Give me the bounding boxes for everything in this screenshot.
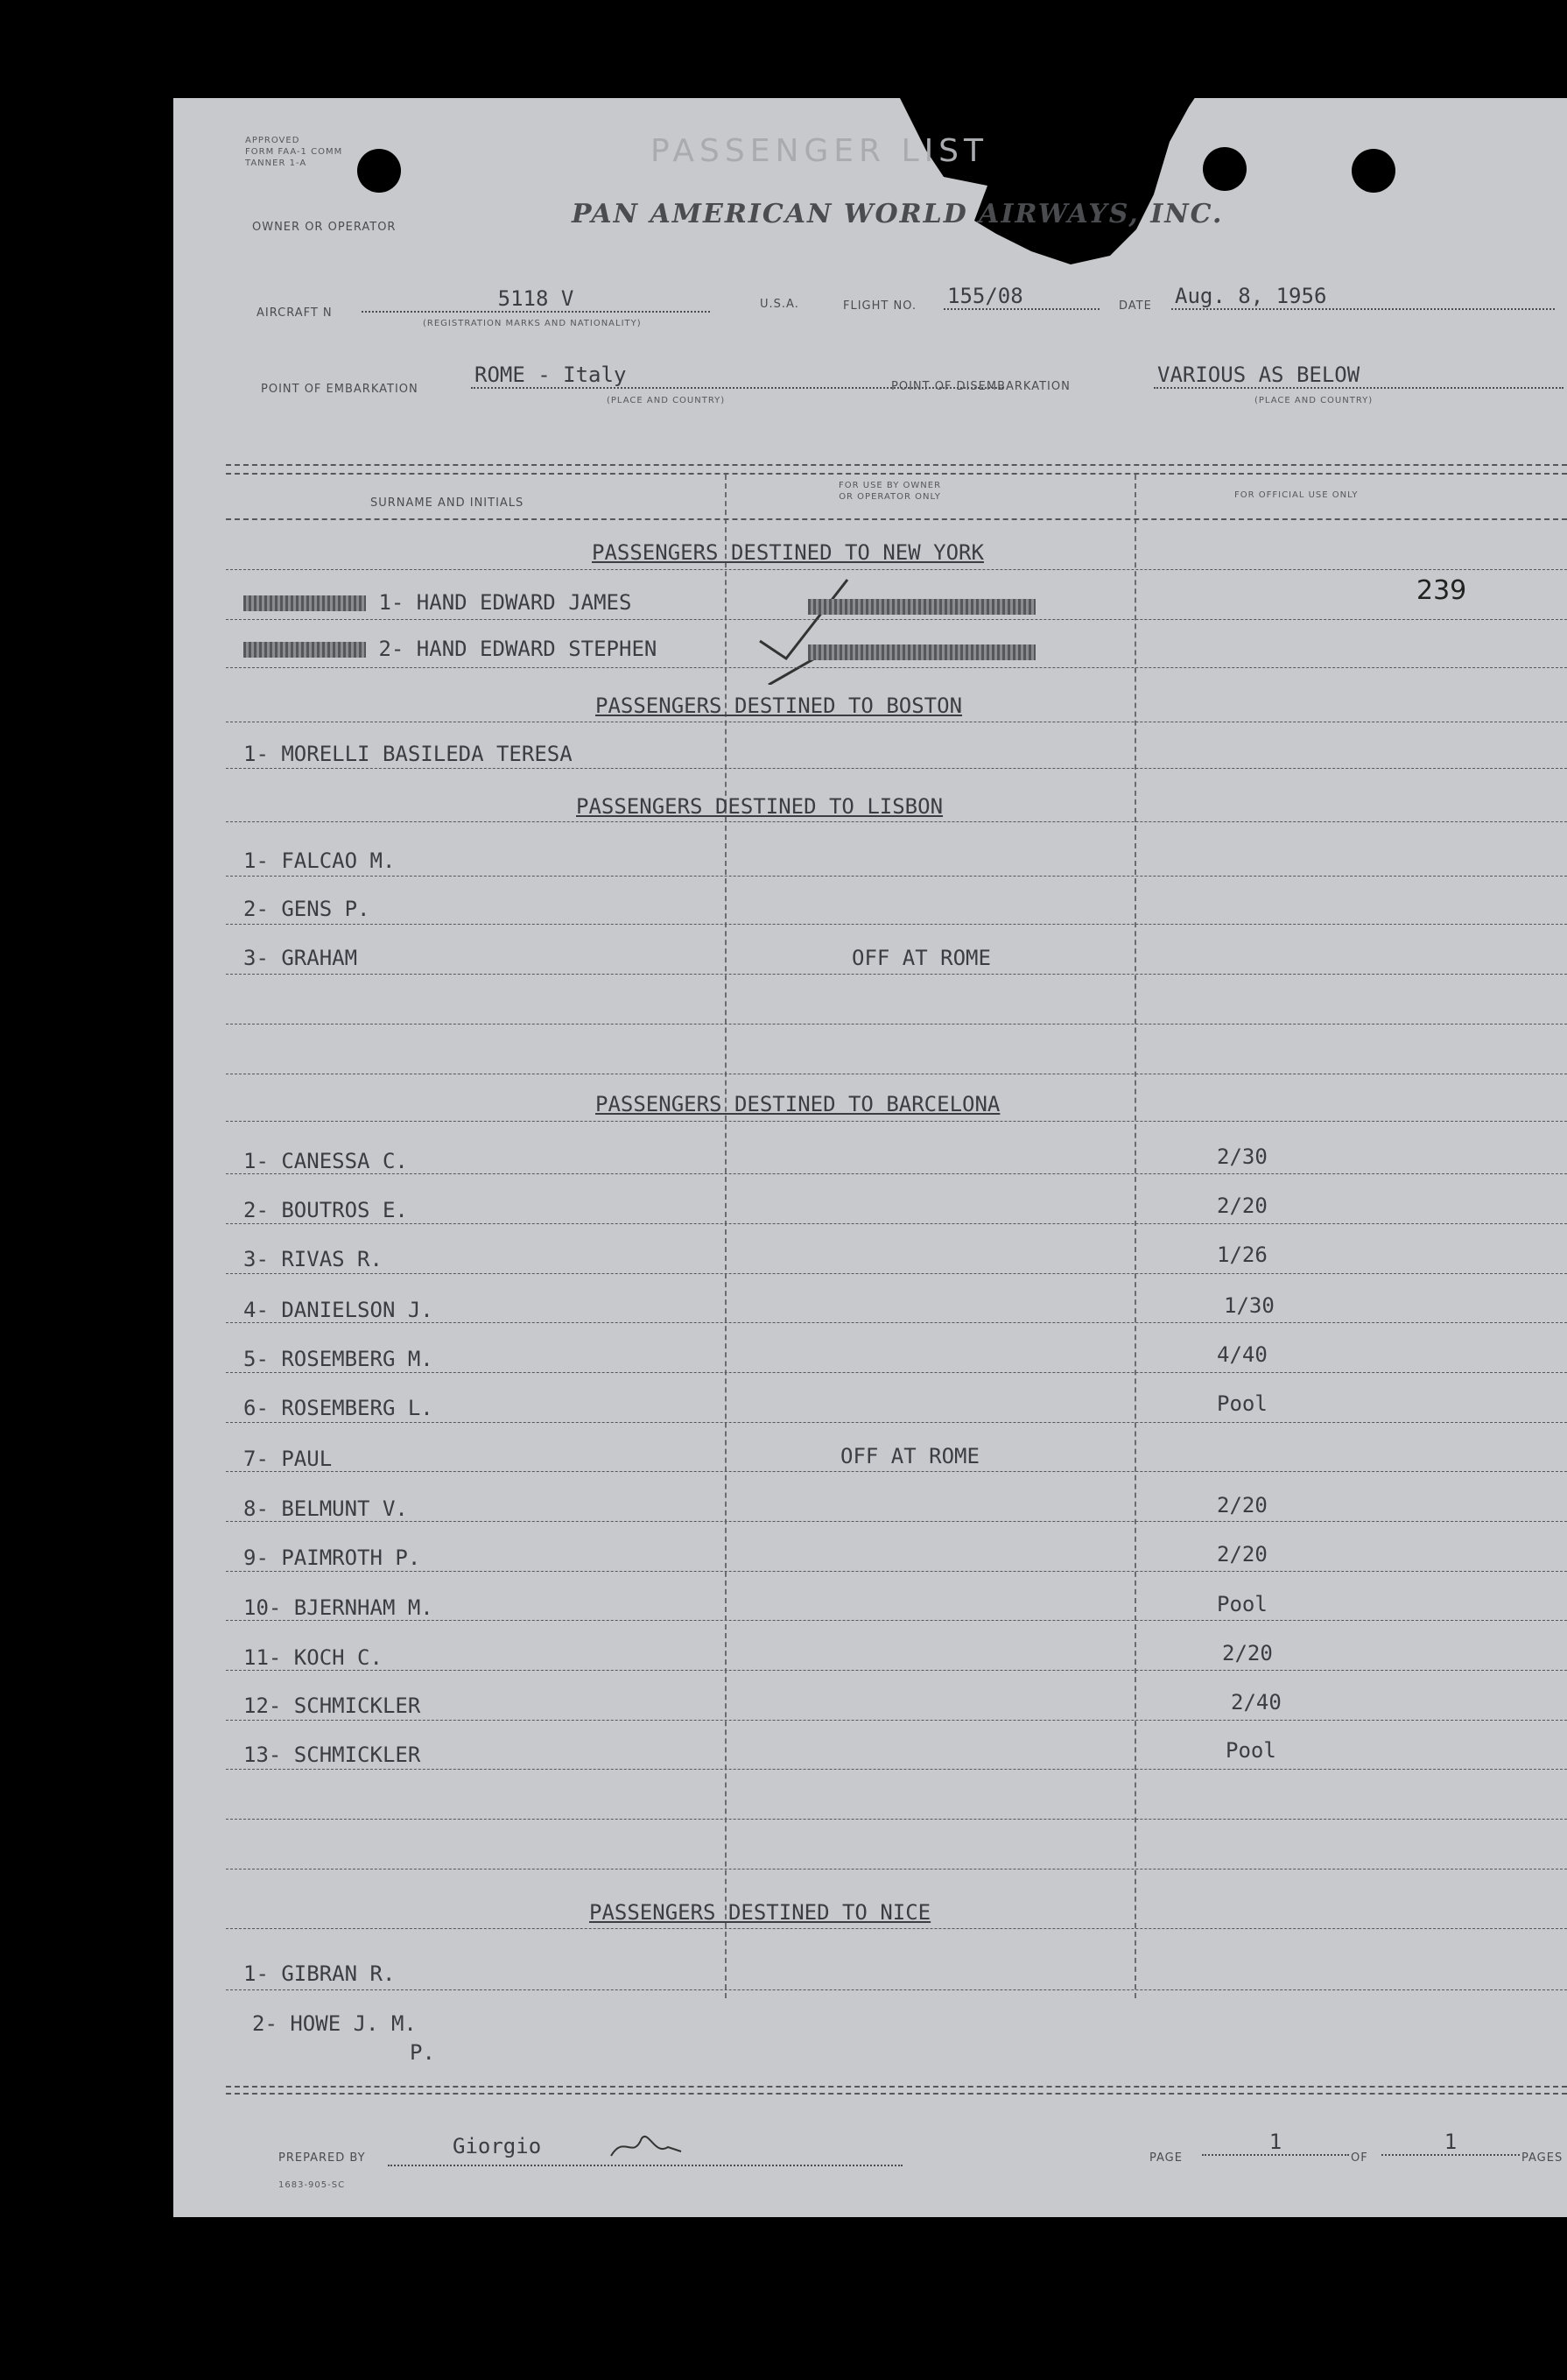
- punch-hole-right-2: [1352, 149, 1395, 193]
- official-value: 2/20: [1217, 1493, 1268, 1517]
- official-value: 1/26: [1217, 1243, 1268, 1267]
- owner-use-line-2: OR OPERATOR ONLY: [839, 492, 941, 502]
- official-use-column-header: FOR OFFICIAL USE ONLY: [1234, 490, 1359, 500]
- disembark-sub: (PLACE AND COUNTRY): [1254, 396, 1374, 405]
- column-divider-2: [1135, 475, 1136, 1998]
- of-label: OF: [1351, 2151, 1368, 2165]
- row-line: [226, 1769, 1567, 1770]
- row-line: [226, 1273, 1567, 1274]
- surname-column-header: SURNAME AND INITIALS: [370, 496, 524, 510]
- passenger-row: 13- SCHMICKLER: [243, 1743, 421, 1767]
- passenger-row: 9- PAIMROTH P.: [243, 1546, 421, 1570]
- passenger-row: 2- HOWE J. M.: [252, 2011, 417, 2036]
- pages-label: PAGES: [1521, 2151, 1563, 2165]
- flight-value: 155/08: [944, 284, 1100, 310]
- passenger-row: 6- ROSEMBERG L.: [243, 1396, 433, 1420]
- usa-label: U.S.A.: [760, 298, 799, 311]
- passenger-row: 5- ROSEMBERG M.: [243, 1347, 433, 1371]
- passenger-row: 7- PAUL: [243, 1447, 333, 1471]
- row-line: [226, 821, 1567, 822]
- row-line: [226, 1471, 1567, 1472]
- passenger-row: 1- CANESSA C.: [243, 1149, 408, 1173]
- passenger-name: 1- HAND EDWARD JAMES: [378, 590, 632, 615]
- row-line: [226, 1121, 1567, 1122]
- passenger-row: 1- FALCAO M.: [243, 848, 396, 873]
- row-line: [226, 768, 1567, 769]
- row-line: [226, 1819, 1567, 1820]
- official-value: 2/30: [1217, 1144, 1268, 1169]
- row-line: [226, 1989, 1567, 1990]
- passenger-row: 3- RIVAS R.: [243, 1247, 383, 1271]
- row-line: [226, 619, 1567, 620]
- row-line: [226, 1571, 1567, 1572]
- official-value: 2/40: [1231, 1690, 1282, 1715]
- row-line: [226, 1223, 1567, 1224]
- punch-hole-right-1: [1203, 147, 1247, 191]
- aircraft-sub: (REGISTRATION MARKS AND NATIONALITY): [423, 319, 642, 328]
- row-line: [226, 1720, 1567, 1721]
- row-line: [226, 1322, 1567, 1323]
- remark: OFF AT ROME: [852, 946, 991, 970]
- official-value: Pool: [1217, 1592, 1268, 1616]
- official-value: 2/20: [1222, 1641, 1273, 1665]
- flight-label: FLIGHT NO.: [843, 299, 917, 313]
- row-line: [226, 876, 1567, 877]
- approval-block: [245, 135, 342, 169]
- official-value: 4/40: [1217, 1342, 1268, 1367]
- embark-label: POINT OF EMBARKATION: [261, 383, 418, 396]
- passenger-row: [243, 637, 657, 661]
- embark-value: ROME - Italy: [471, 363, 1003, 389]
- row-line: [226, 1928, 1567, 1929]
- passenger-row: 4- DANIELSON J.: [243, 1298, 433, 1322]
- page-value: 1: [1202, 2130, 1349, 2156]
- table-bottom-rule: [226, 2086, 1567, 2088]
- checkmark-icon: [751, 562, 874, 685]
- row-line: [226, 1422, 1567, 1423]
- section-heading-nice: PASSENGERS DESTINED TO NICE: [589, 1900, 931, 1925]
- page-label: PAGE: [1149, 2151, 1183, 2165]
- prepared-name: Giorgio: [453, 2134, 542, 2158]
- official-value: Pool: [1226, 1738, 1276, 1763]
- table-bottom-rule-2: [226, 2093, 1567, 2095]
- official-value: 2/20: [1217, 1194, 1268, 1218]
- row-line: [226, 569, 1567, 570]
- owner-value: PAN AMERICAN WORLD AIRWAYS, INC.: [572, 199, 1224, 229]
- torn-paper-icon: [891, 98, 1206, 291]
- table-top-rule: [226, 464, 1567, 466]
- owner-use-line-1: FOR USE BY OWNER: [839, 481, 942, 490]
- owner-label: OWNER OR OPERATOR: [252, 221, 397, 234]
- passenger-row: 2- BOUTROS E.: [243, 1198, 408, 1222]
- passenger-row: 11- KOCH C.: [243, 1645, 383, 1670]
- row-line: [226, 1620, 1567, 1621]
- row-line: [226, 667, 1567, 668]
- redaction-block: [808, 597, 1036, 615]
- row-line: [226, 1372, 1567, 1373]
- of-value: 1: [1381, 2130, 1520, 2156]
- redaction: [243, 595, 366, 611]
- prepared-label: PREPARED BY: [278, 2151, 366, 2165]
- passenger-row: 1- GIBRAN R.: [243, 1961, 396, 1986]
- official-value: 2/20: [1217, 1542, 1268, 1567]
- passenger-row: 2- GENS P.: [243, 897, 370, 921]
- date-label: DATE: [1119, 299, 1152, 313]
- signature-icon: [607, 2130, 685, 2165]
- passenger-row: 3- GRAHAM: [243, 946, 358, 970]
- form-title: PASSENGER LIST: [650, 133, 989, 169]
- extra-initial: P.: [410, 2040, 435, 2065]
- passenger-row: 10- BJERNHAM M.: [243, 1595, 433, 1620]
- disembark-value: VARIOUS AS BELOW: [1154, 363, 1563, 389]
- stamp-number: 239: [1416, 575, 1467, 606]
- redaction: [243, 642, 366, 658]
- approval-line-2: FORM FAA-1 COMM: [245, 147, 343, 157]
- section-heading-new-york: PASSENGERS DESTINED TO NEW YORK: [592, 540, 984, 565]
- passenger-row: [243, 590, 631, 615]
- row-line: [226, 1521, 1567, 1522]
- passenger-list-form: [173, 98, 1567, 2217]
- aircraft-label: AIRCRAFT N: [256, 306, 333, 320]
- redaction-block: [808, 643, 1036, 660]
- section-heading-barcelona: PASSENGERS DESTINED TO BARCELONA: [595, 1092, 1001, 1116]
- section-heading-lisbon: PASSENGERS DESTINED TO LISBON: [576, 794, 944, 819]
- disembark-label: POINT OF DISEMBARKATION: [891, 380, 1071, 393]
- official-value: 1/30: [1224, 1293, 1275, 1318]
- official-value: Pool: [1217, 1391, 1268, 1416]
- aircraft-value: 5118 V: [362, 286, 710, 313]
- approval-line-3: TANNER 1-A: [245, 158, 307, 168]
- punch-hole-left: [357, 149, 401, 193]
- prepared-value: [388, 2130, 903, 2166]
- row-line: [226, 974, 1567, 975]
- approval-line-1: APPROVED: [245, 136, 300, 145]
- table-top-rule-2: [226, 473, 1567, 475]
- passenger-name: 2- HAND EDWARD STEPHEN: [378, 637, 657, 661]
- form-code: 1683-905-SC: [278, 2180, 346, 2190]
- header-bottom-rule: [226, 518, 1567, 520]
- remark: OFF AT ROME: [840, 1444, 980, 1468]
- row-line: [226, 1024, 1567, 1025]
- date-value: Aug. 8, 1956: [1171, 284, 1555, 310]
- row-line: [226, 924, 1567, 925]
- row-line: [226, 1173, 1567, 1174]
- passenger-row: 8- BELMUNT V.: [243, 1496, 408, 1521]
- passenger-row: 1- MORELLI BASILEDA TERESA: [243, 742, 573, 766]
- row-line: [226, 1670, 1567, 1671]
- embark-sub: (PLACE AND COUNTRY): [607, 396, 726, 405]
- owner-use-column-header: [839, 480, 941, 503]
- section-heading-boston: PASSENGERS DESTINED TO BOSTON: [595, 694, 963, 718]
- passenger-row: 12- SCHMICKLER: [243, 1693, 421, 1718]
